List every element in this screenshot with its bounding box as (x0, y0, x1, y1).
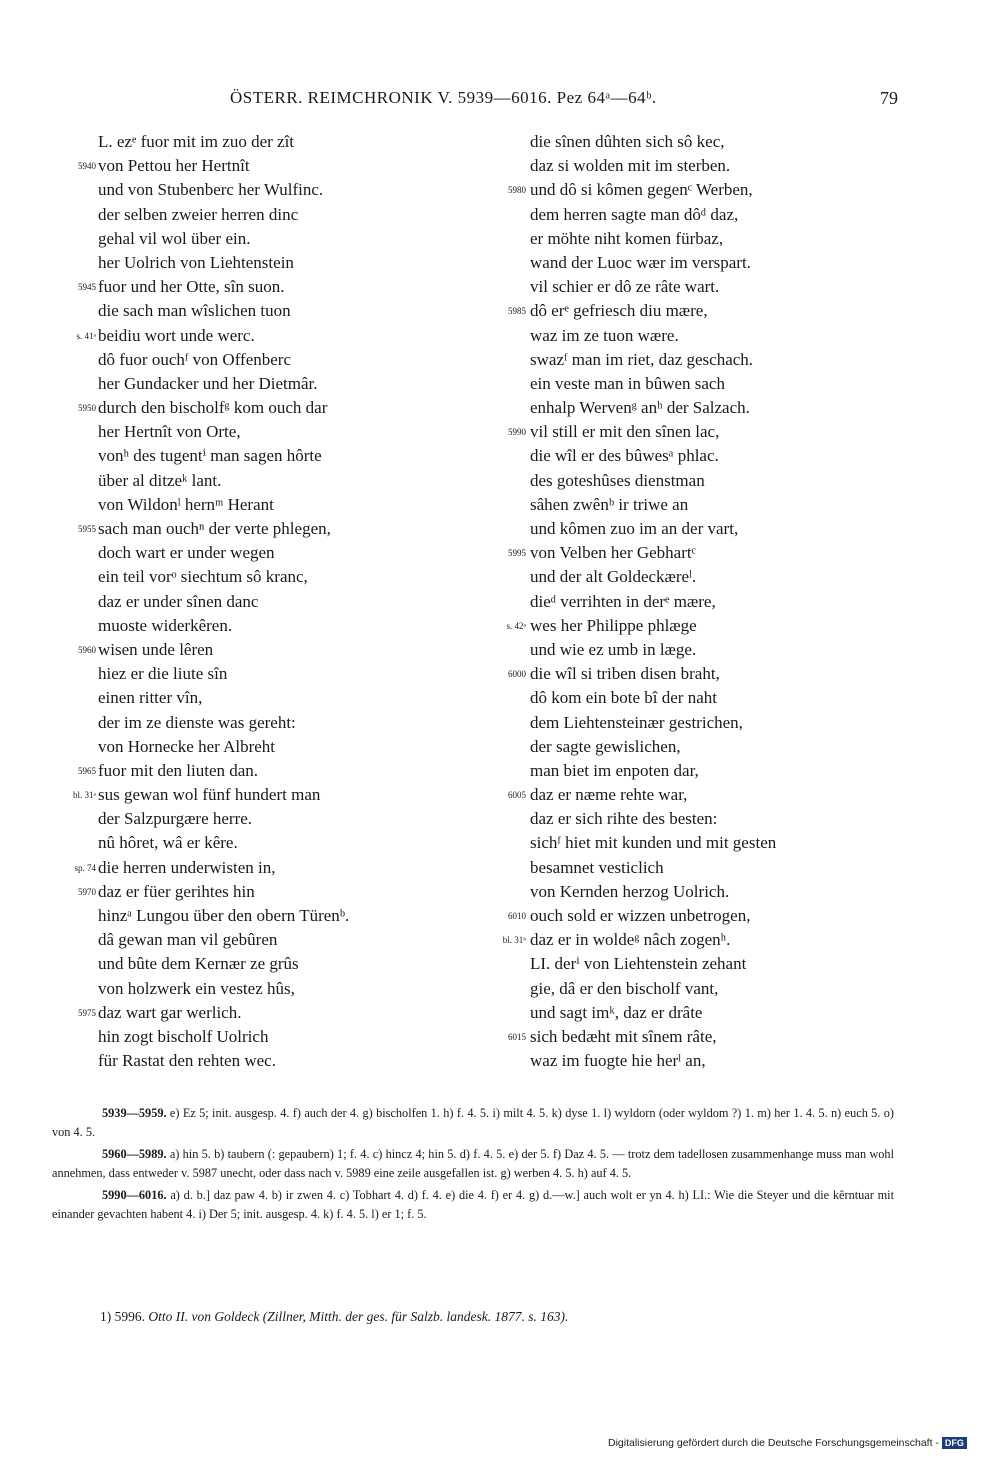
verse-number: 5940 (78, 161, 96, 172)
verse-text: dô kom ein bote bî der naht (530, 688, 717, 708)
verse-line (0, 541, 480, 565)
verse-text: von holzwerk ein vestez hûs, (98, 978, 295, 998)
verse-line (0, 396, 480, 420)
verse-line (0, 178, 480, 202)
verse-line (480, 324, 960, 348)
verse-text: fuor und her Otte, sîn suon. (98, 277, 285, 297)
page-number: 79 (880, 88, 898, 108)
verse-text: die wîl er des bûwesᵃ phlac. (530, 446, 719, 466)
verse-line (0, 275, 480, 299)
variant-block (52, 1145, 894, 1182)
verse-number: 5995 (508, 548, 526, 559)
verse-line (480, 178, 960, 202)
verse-number: 6015 (508, 1031, 526, 1042)
verse-text: daz er under sînen danc (98, 591, 259, 611)
verse-text: man biet im enpoten dar, (530, 760, 699, 780)
verse-text: durch den bischolfᵍ kom ouch dar (98, 398, 328, 418)
verse-line (0, 203, 480, 227)
digitization-credit (608, 1437, 967, 1449)
verse-number: sp. 74 (74, 862, 96, 873)
verse-text: und bûte dem Kernær ze grûs (98, 954, 299, 974)
verse-line (480, 1049, 960, 1073)
verse-text: ein teil vorᵒ siechtum sô kranc, (98, 567, 308, 587)
verse-line (0, 977, 480, 1001)
verse-line (480, 904, 960, 928)
verse-text: daz er sich rihte des besten: (530, 809, 718, 829)
footnote-number: 1) 5996. (100, 1309, 145, 1324)
variant-range: 5939—5959. (102, 1106, 167, 1120)
verse-line (480, 396, 960, 420)
verse-number: 5960 (78, 644, 96, 655)
right-verse-column (480, 130, 960, 1073)
verse-line (0, 493, 480, 517)
verse-line (0, 880, 480, 904)
verse-number: bl. 31ᵃ (73, 790, 96, 801)
verse-line (0, 735, 480, 759)
verse-line (480, 444, 960, 468)
variant-block (52, 1186, 894, 1223)
verse-line (0, 614, 480, 638)
verse-number: 5990 (508, 427, 526, 438)
verse-text: fuor mit den liuten dan. (98, 760, 259, 780)
verse-line (0, 904, 480, 928)
verse-text: swazᶠ man im riet, daz geschach. (530, 349, 754, 369)
verse-text: einen ritter vîn, (98, 688, 203, 708)
verse-text: L. ezᵉ fuor mit im zuo der zît (98, 132, 295, 151)
verse-line (0, 420, 480, 444)
verse-line (480, 856, 960, 880)
verse-number: bl. 31ᵇ (502, 935, 526, 946)
verse-line (0, 759, 480, 783)
verse-text: gehal vil wol über ein. (98, 228, 251, 248)
verse-text: sich bedæht mit sînem râte, (530, 1026, 717, 1046)
verse-line (480, 880, 960, 904)
verse-text: vonʰ des tugentⁱ man sagen hôrte (98, 446, 322, 466)
verse-text: für Rastat den rehten wec. (98, 1051, 276, 1071)
verse-text: hinzᵃ Lungou über den obern Türenᵇ. (98, 906, 350, 925)
verse-text: her Uolrich von Liehtenstein (98, 252, 294, 272)
verse-text: die sach man wîslichen tuon (98, 301, 291, 321)
verse-text: daz er füer gerihtes hin (98, 881, 255, 901)
verse-text: sus gewan wol fünf hundert man (98, 785, 321, 805)
verse-text: der selben zweier herren dinc (98, 204, 299, 224)
verse-text: waz im ze tuon wære. (530, 325, 679, 345)
verse-number: 5980 (508, 185, 526, 196)
left-verse-column (0, 130, 480, 1073)
verse-line (0, 469, 480, 493)
verse-line (480, 154, 960, 178)
verse-text: und kômen zuo im an der vart, (530, 519, 739, 538)
verse-text: beidiu wort unde werc. (98, 325, 255, 345)
verse-line (0, 299, 480, 323)
verse-line (0, 565, 480, 589)
verse-text: von Pettou her Hertnît (98, 156, 250, 176)
verse-text: LI. derⁱ von Liehtenstein zehant (530, 954, 747, 974)
verse-number: 5950 (78, 403, 96, 414)
verse-line (480, 614, 960, 638)
verse-line (480, 1001, 960, 1025)
verse-line (480, 517, 960, 541)
verse-text: die wîl si triben disen braht, (530, 664, 720, 684)
verse-line (480, 759, 960, 783)
verse-text: von Velben her Gebhartᶜ (530, 543, 696, 563)
verse-line (480, 735, 960, 759)
verse-line (480, 831, 960, 855)
verse-line (480, 372, 960, 396)
verse-line (0, 1025, 480, 1049)
verse-text: über al ditzeᵏ lant. (98, 470, 222, 490)
variant-range: 5960—5989. (102, 1147, 167, 1162)
verse-line (480, 493, 960, 517)
variant-block (52, 1104, 894, 1141)
verse-text: hiez er die liute sîn (98, 664, 228, 684)
verse-text: dô erᵉ gefriesch diu mære, (530, 301, 708, 321)
verse-line (0, 444, 480, 468)
verse-text: des goteshûses dienstman (530, 470, 705, 490)
verse-number: 5975 (78, 1007, 96, 1018)
verse-line (0, 928, 480, 952)
verse-text: enhalp Wervenᵍ anʰ der Salzach. (530, 398, 750, 418)
verse-line (480, 977, 960, 1001)
verse-text: sâhen zwênᵇ ir triwe an (530, 494, 689, 514)
verse-text: nû hôret, wâ er kêre. (98, 833, 238, 853)
verse-text: die sînen dûhten sich sô kec, (530, 132, 725, 151)
variant-text: a) hin 5. b) taubern (: gepaubern) 1; f. 4. c) hincz 4; hin 5. d) f. 4. 5. e) der 5. f) Daz 4. 5. — trotz dem tadellosen zusammenhange muss man wohl annehmen, dass entweder v. 5987 unecht, oder dass nach v. 5989 eine zeile ausgefallen ist. g) werben 4. 5. h) auf 4. 5. (52, 1147, 894, 1180)
verse-text: her Gundacker und her Dietmâr. (98, 373, 318, 393)
verse-line (480, 227, 960, 251)
verse-line (0, 1049, 480, 1073)
verse-line (0, 348, 480, 372)
verse-text: dem Liehtensteinær gestrichen, (530, 712, 743, 732)
page-header (0, 88, 1000, 112)
verse-text: sach man ouchⁿ der verte phlegen, (98, 519, 331, 538)
verse-text: dieᵈ verrihten in derᵉ mære, (530, 591, 716, 611)
verse-text: die herren underwisten in, (98, 857, 276, 877)
verse-text: von Hornecke her Albreht (98, 736, 276, 756)
verse-line (480, 783, 960, 807)
credit-text: Digitalisierung gefördert durch die Deutsche Forschungsgemeinschaft - (608, 1437, 939, 1449)
verse-text: dem herren sagte man dôᵈ daz, (530, 204, 739, 224)
verse-line (0, 783, 480, 807)
verse-text: und der alt Goldeckæreˡ. (530, 567, 697, 587)
verse-line (0, 856, 480, 880)
verse-line (0, 130, 480, 154)
variant-text: a) d. b.] daz paw 4. b) ir zwen 4. c) Tobhart 4. d) f. 4. e) die 4. f) er 4. g) d.—w.] auch wolt er yn 4. h) LI.: Wie die Steyer und die kêrntuar mit einander gevachten habent 4. i) Der 5; init. ausgesp. 4. k) f. 4. 5. l) er 1; f. 5. (52, 1188, 894, 1221)
verse-line (0, 662, 480, 686)
verse-line (480, 1025, 960, 1049)
verse-line (480, 952, 960, 976)
verse-text: von Wildonˡ hernᵐ Herant (98, 494, 274, 514)
verse-line (0, 154, 480, 178)
running-title: ÖSTERR. REIMCHRONIK V. 5939—6016. Pez 64ᵃ—64ᵇ. (230, 88, 657, 107)
verse-line (480, 662, 960, 686)
verse-line (480, 299, 960, 323)
verse-text: muoste widerkêren. (98, 615, 233, 635)
verse-text: daz wart gar werlich. (98, 1002, 242, 1022)
verse-text: und dô si kômen gegenᶜ Werben, (530, 180, 753, 200)
verse-text: wisen unde lêren (98, 639, 214, 659)
footnote-text: Otto II. von Goldeck (Zillner, Mitth. der ges. für Salzb. landesk. 1877. s. 163). (148, 1309, 569, 1324)
verse-text: dô fuor ouchᶠ von Offenberc (98, 349, 292, 369)
verse-line (0, 324, 480, 348)
verse-text: wes her Philippe phlæge (530, 615, 697, 635)
verse-text: her Hertnît von Orte, (98, 422, 241, 442)
verse-text: ein veste man in bûwen sach (530, 373, 725, 393)
verse-line (0, 831, 480, 855)
verse-number: 6010 (508, 911, 526, 921)
verse-text: waz im fuogte hie herˡ an, (530, 1051, 706, 1071)
verse-line (0, 952, 480, 976)
verse-text: gie, dâ er den bischolf vant, (530, 978, 719, 998)
verse-number: 6000 (508, 669, 526, 680)
verse-line (0, 590, 480, 614)
variant-apparatus (52, 1104, 894, 1228)
verse-line (0, 807, 480, 831)
verse-text: und von Stubenberc her Wulfinc. (98, 180, 324, 200)
verse-line (480, 348, 960, 372)
verse-line (480, 541, 960, 565)
verse-text: der sagte gewislichen, (530, 736, 681, 756)
verse-number: 5985 (508, 306, 526, 317)
verse-text: besamnet vesticlich (530, 857, 664, 877)
verse-line (480, 638, 960, 662)
verse-text: daz er næme rehte war, (530, 785, 688, 805)
dfg-logo: DFG (942, 1437, 967, 1449)
verse-line (480, 590, 960, 614)
verse-number: 5965 (78, 765, 96, 776)
verse-text: er möhte niht komen fürbaz, (530, 228, 724, 248)
variant-range: 5990—6016. (102, 1188, 167, 1203)
verse-number: 5945 (78, 282, 96, 293)
variant-text: e) Ez 5; init. ausgesp. 4. f) auch der 4. g) bischolfen 1. h) f. 4. 5. i) milt 4. 5. k) dyse 1. l) wyldorn (oder wyldom ?) 1. m) her 1. 4. 5. n) euch 5. o) von 4. 5. (52, 1106, 894, 1139)
verse-line (480, 928, 960, 952)
verse-line (480, 711, 960, 735)
verse-text: von Kernden herzog Uolrich. (530, 881, 730, 901)
verse-line (0, 251, 480, 275)
footnote (100, 1309, 568, 1325)
verse-line (480, 203, 960, 227)
verse-line (0, 517, 480, 541)
verse-text: vil still er mit den sînen lac, (530, 422, 720, 442)
verse-line (0, 227, 480, 251)
verse-line (0, 1001, 480, 1025)
verse-text: sichᶠ hiet mit kunden und mit gesten (530, 833, 777, 853)
verse-text: daz si wolden mit im sterben. (530, 156, 731, 176)
verse-text: der Salzpurgære herre. (98, 809, 253, 829)
verse-number: s. 42ᵃ (506, 620, 526, 631)
verse-line (480, 807, 960, 831)
verse-number: s. 41ᵃ (76, 330, 96, 341)
verse-line (480, 686, 960, 710)
verse-line (0, 372, 480, 396)
verse-line (0, 638, 480, 662)
verse-text: wand der Luoc wær im verspart. (530, 252, 751, 272)
verse-line (480, 565, 960, 589)
verse-line (480, 251, 960, 275)
verse-text: der im ze dienste was gereht: (98, 712, 296, 732)
verse-number: 5955 (78, 524, 96, 534)
verse-line (480, 469, 960, 493)
verse-text: und sagt imᵏ, daz er drâte (530, 1002, 703, 1022)
verse-text: doch wart er under wegen (98, 543, 275, 563)
verse-text: hin zogt bischolf Uolrich (98, 1026, 269, 1046)
verse-line (480, 275, 960, 299)
verse-line (480, 130, 960, 154)
verse-line (480, 420, 960, 444)
verse-text: dâ gewan man vil gebûren (98, 930, 278, 950)
verse-text: und wie ez umb in læge. (530, 639, 697, 659)
verse-number: 5970 (78, 886, 96, 897)
verse-line (0, 686, 480, 710)
verse-text: vil schier er dô ze râte wart. (530, 277, 720, 297)
verse-text: ouch sold er wizzen unbetrogen, (530, 906, 751, 925)
verse-line (0, 711, 480, 735)
verse-text: daz er in woldeᵍ nâch zogenʰ. (530, 930, 731, 950)
verse-number: 6005 (508, 790, 526, 801)
